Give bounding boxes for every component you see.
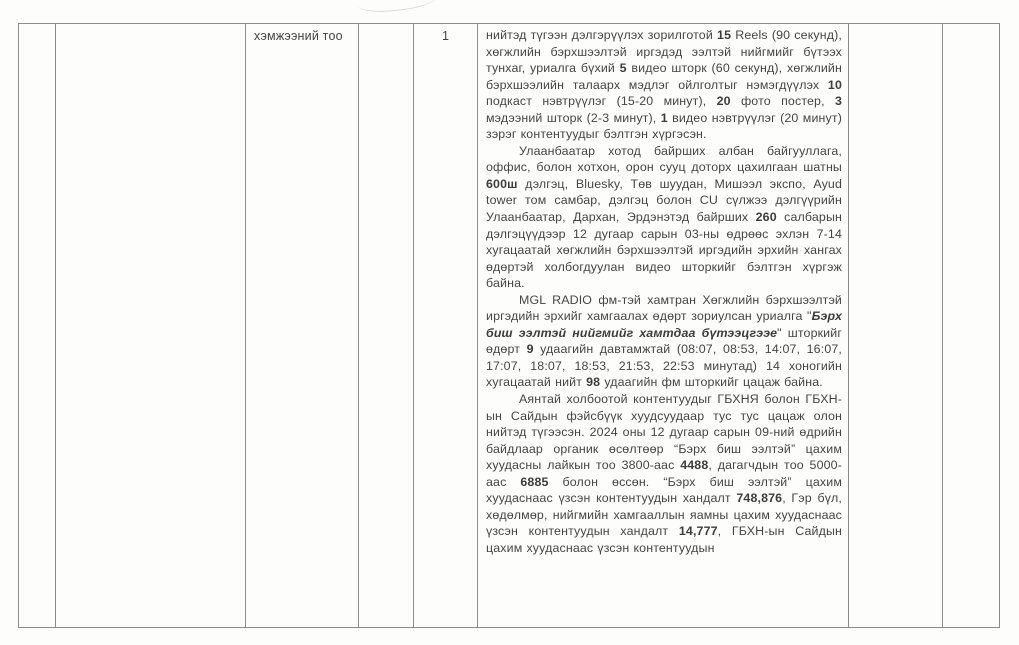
report-text-segment: 98: [586, 375, 601, 390]
report-text-segment: нийтэд түгээн дэлгэрүүлэх зорилготой: [486, 28, 718, 42]
report-text-segment: фото постер,: [730, 94, 835, 109]
report-text-segment: подкаст нэвтрүүлэг (15-20 минут),: [486, 94, 717, 109]
report-text-segment: Reels (90 секунд), хөгжлийн бэрхшээлтэй иргэдэд ээлтэй нийгмийг бүтээх тунхаг, уриалга бүхий: [486, 28, 842, 76]
report-text-segment: MGL RADIO фм-тэй хамтран Хөгжлийн бэрхшээлтэй иргэдийн эрхийг хамгаалах өдөрт зориулсан уриалга ": [486, 292, 842, 324]
report-paragraph: [486, 143, 842, 292]
indicator-label: хэмжээний тоо: [254, 29, 343, 43]
report-text-segment: Улаанбаатар хотод байрших албан байгууллага, оффис, болон хотхон, орон сууц доторх цахилгаан шатны: [486, 143, 842, 175]
table-cell-indicator: [246, 24, 359, 627]
table-cell-empty-2: [56, 24, 246, 627]
report-text-segment: , Гэр бүл, хөдөлмөр, нийгмийн хамгааллын яамны цахим хуудаснаас үзсэн контентуудын хандалт: [486, 491, 843, 539]
report-paragraph: [486, 27, 842, 143]
report-text-segment: 748,876: [736, 491, 783, 506]
table-cell-empty-3: [359, 24, 414, 627]
report-text-segment: , ГБХН-ын Сайдын цахим хуудаснаас үзсэн контентуудын: [486, 524, 842, 555]
report-text-segment: Аянтай холбоотой контентуудыг ГБХНЯ болон ГБХН-ын Сайдын фэйсбүүк хуудсуудаар тус тус цацаж олон нийтэд түгээсэн. 2024 оны 12 дугаар сарын 09-ний өдрийн байдлаар органик өсөлтөөр “Бэрх биш ээлтэй” цахим хуудасны лайкын тоо 3800-аас: [486, 392, 842, 473]
report-text-segment: 14,777: [678, 524, 718, 539]
report-text-segment: видео шторк (60 секунд), хөгжлийн бэрхшээлийн талаарх мэдлэг ойлголтыг нэмэгдүүлэх: [486, 61, 842, 92]
quantity-value: 1: [442, 29, 449, 43]
report-text-segment: видео нэвтрүүлэг (20 минут) зэрэг контентуудыг бэлтгэн хүргэсэн.: [486, 110, 842, 142]
report-text-segment: 15: [717, 28, 732, 42]
report-text-segment: " шторкийг өдөрт: [486, 325, 842, 357]
report-text-segment: 6885: [520, 474, 549, 489]
report-paragraph: [486, 391, 842, 556]
table-cell-empty-4: [849, 24, 943, 627]
report-text-segment: удаагийн давтамжтай (08:07, 08:53, 14:07, 16:07, 17:07, 18:07, 18:53, 21:53, 22:53 минутад) 14 хоногийн хугацаатай нийт: [486, 342, 842, 390]
report-text-segment: 600ш: [486, 176, 518, 191]
report-text-segment: 9: [526, 342, 534, 357]
report-text-segment: 1: [660, 110, 668, 125]
table-cell-empty-5: [943, 24, 999, 627]
report-text-segment: 4488: [680, 458, 709, 473]
report-paragraph: [486, 292, 842, 391]
report-text-segment: 3: [834, 94, 842, 109]
table-cell-empty-1: [19, 24, 56, 627]
report-text-segment: 10: [827, 77, 842, 92]
report-text-segment: дэлгэц, Bluesky, Төв шуудан, Мишээл экспо, Ayud tower том самбар, дэлгэц болон CU сүлжээ дэлгүүрийн Улаанбаатар, Дархан, Эрдэнэтэд байрших: [486, 176, 842, 225]
table-cell-quantity: [414, 24, 478, 627]
report-text-segment: удаагийн фм шторкийг цацаж байна.: [600, 375, 823, 390]
report-table: [18, 23, 1000, 628]
report-text-segment: салбарын дэлгэцүүдээр 12 дугаар сарын 03-ны өдрөөс эхлэн 7-14 хугацаатай хөгжлийн бэрхшээлтэй иргэдийн эрхийн хангах өдөртэй холбогдуулан видео шторкийг бэлтгэн хүргэж байна.: [486, 210, 843, 291]
scan-artifact: [357, 0, 436, 14]
report-text-segment: 5: [619, 61, 627, 76]
report-text-segment: 260: [755, 210, 777, 225]
report-text-segment: 20: [716, 94, 731, 109]
report-text-segment: Бэрх биш ээлтэй нийгмийг хамтдаа бүтээцгээе: [486, 309, 842, 340]
report-text-segment: мэдээний шторк (2-3 минут),: [486, 110, 661, 125]
report-text-segment: болон өссөн. “Бэрх биш ээлтэй” цахим хуудаснаас үзсэн контентуудын хандалт: [486, 474, 842, 506]
table-cell-report-text: [478, 24, 849, 627]
report-text-segment: , дагагчдын тоо 5000-аас: [486, 458, 842, 489]
